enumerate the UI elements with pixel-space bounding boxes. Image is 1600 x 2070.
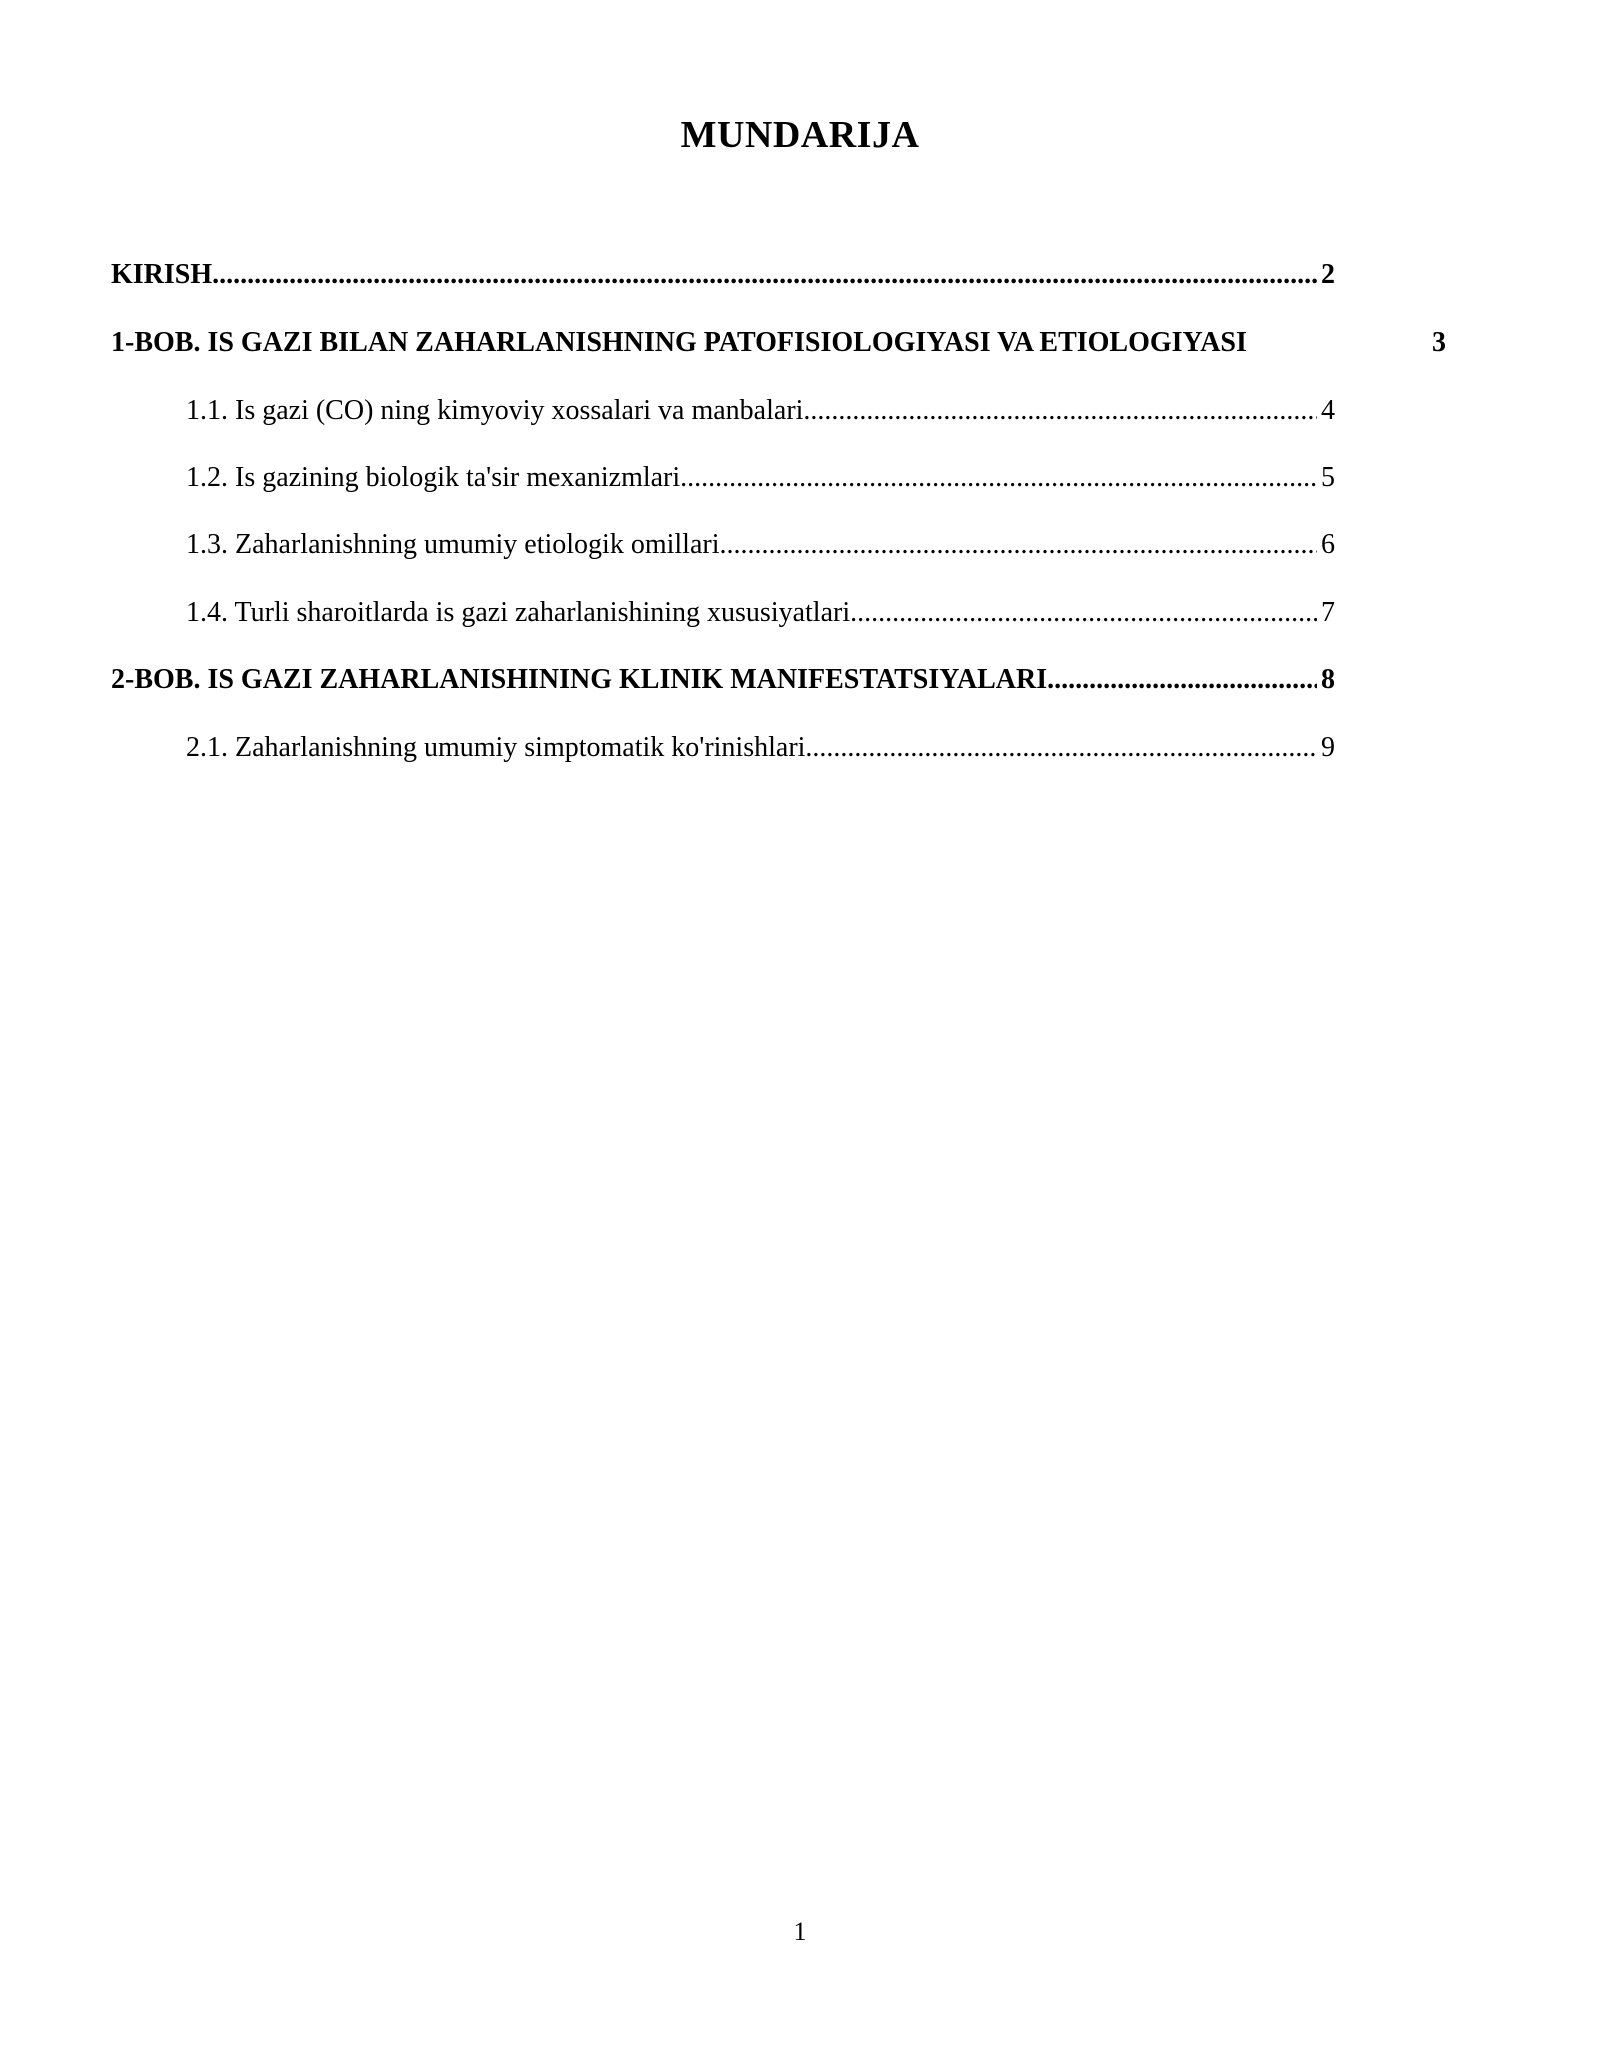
document-title: MUNDARIJA <box>680 114 920 156</box>
toc-entry-page: 2 <box>1321 259 1335 290</box>
toc-entry-text: 1-BOB. IS GAZI BILAN ZAHARLANISHNING PATOFISIOLOGIYASI VA ETIOLOGIYASI <box>111 327 1247 358</box>
toc-dot-leader <box>719 527 1317 563</box>
toc-entry-page: 3 <box>1432 327 1446 358</box>
toc-entry-page: 7 <box>1321 597 1335 628</box>
toc-entry-page: 9 <box>1321 732 1335 763</box>
toc-dot-leader <box>1047 662 1317 698</box>
toc-entry-text: 1.4. Turli sharoitlarda is gazi zaharlanishining xususiyatlari <box>186 597 851 628</box>
toc-entry-text: KIRISH <box>111 259 213 290</box>
toc-entry-page: 6 <box>1321 529 1335 560</box>
toc-dot-leader <box>680 460 1317 496</box>
toc-entry-section-1-1[interactable] <box>186 393 1335 429</box>
toc-entry-chapter-2[interactable] <box>111 662 1335 698</box>
toc-entry-section-1-3[interactable] <box>186 527 1335 563</box>
toc-dot-leader <box>212 257 1317 293</box>
toc-entry-text: 1.1. Is gazi (CO) ning kimyoviy xossalari va manbalari <box>186 395 804 426</box>
toc-entry-page: 8 <box>1321 664 1335 695</box>
toc-entry-text: 2-BOB. IS GAZI ZAHARLANISHINING KLINIK MANIFESTATSIYALARI <box>111 664 1048 695</box>
toc-entry-text: 1.2. Is gazining biologik ta'sir mexanizmlari <box>186 462 681 493</box>
toc-dot-leader <box>805 730 1317 766</box>
toc-entry-page: 4 <box>1321 395 1335 426</box>
toc-entry-text: 2.1. Zaharlanishning umumiy simptomatik ko'rinishlari <box>186 732 806 763</box>
toc-dot-leader <box>803 393 1317 429</box>
page-number: 1 <box>793 1917 807 1946</box>
toc-entry-section-1-4[interactable] <box>186 595 1335 631</box>
toc-entry-page: 5 <box>1321 462 1335 493</box>
toc-entry-kirish[interactable] <box>111 257 1335 293</box>
toc-entry-section-2-1[interactable] <box>186 730 1335 766</box>
toc-entry-chapter-1[interactable] <box>111 325 1446 361</box>
toc-dot-leader <box>850 595 1317 631</box>
toc-entry-text: 1.3. Zaharlanishning umumiy etiologik omillari <box>186 529 720 560</box>
toc-entry-section-1-2[interactable] <box>186 460 1335 496</box>
